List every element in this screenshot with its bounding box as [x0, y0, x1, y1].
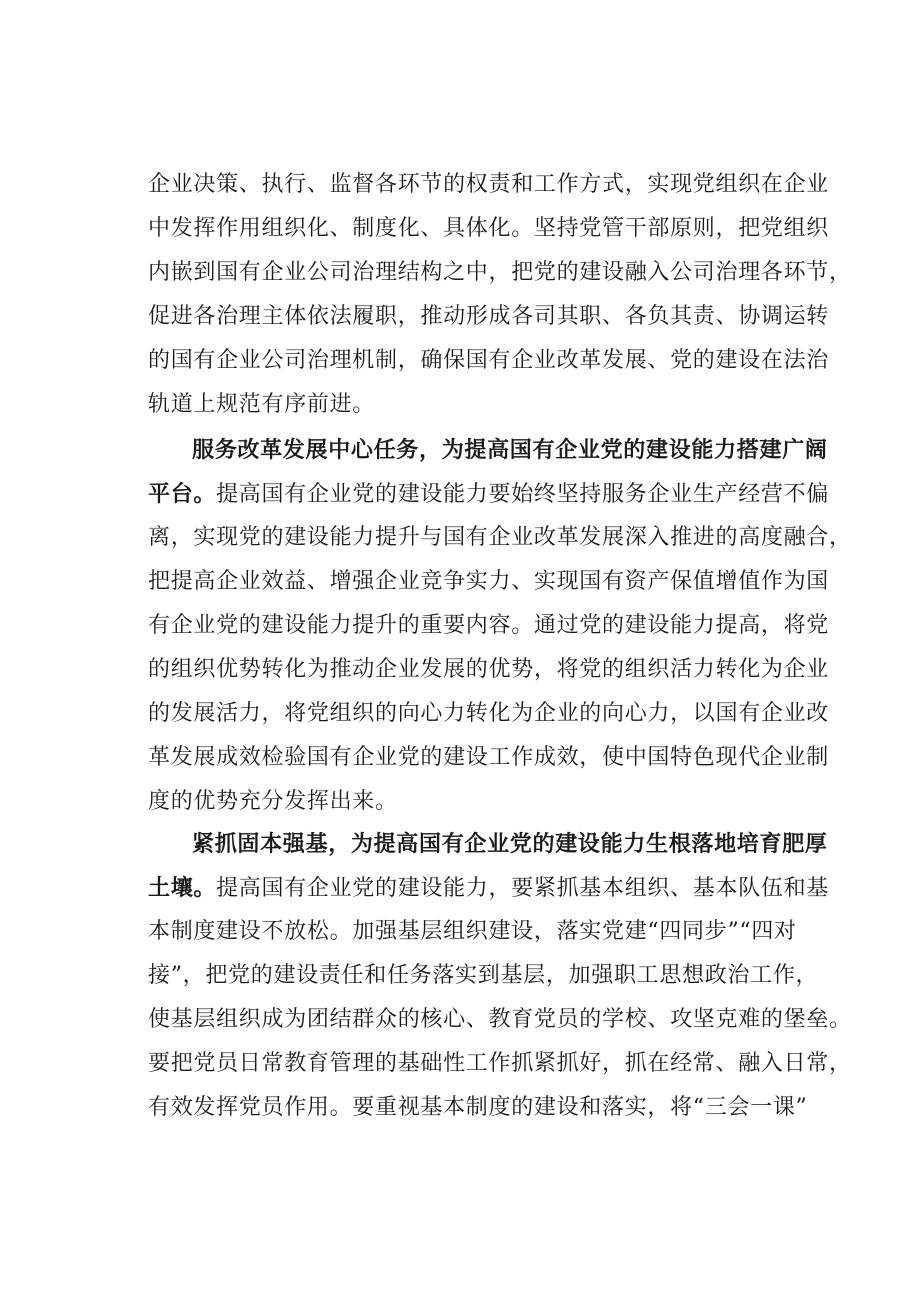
section-heading: 服务改革发展中心任务，为提高国有企业党的建设能力搭建广阔	[192, 437, 828, 463]
text-line: 有效发挥党员作用。要重视基本制度的建设和落实，将“三会一课”	[148, 1095, 808, 1120]
text-line	[148, 866, 830, 910]
text-line: 把提高企业效益、增强企业竞争实力、实现国有资产保值增值作为国	[148, 569, 830, 594]
text-line-rest: 提高国有企业党的建设能力，要紧抓基本组织、基本队伍和基	[216, 876, 830, 901]
paragraph-1	[148, 163, 852, 427]
text-line: 轨道上规范有序前进。	[148, 392, 376, 417]
text-line: 企业决策、执行、监督各环节的权责和工作方式，实现党组织在企业	[148, 172, 830, 197]
text-line: 度的优势充分发挥出来。	[148, 789, 398, 814]
text-line: 促进各治理主体依法履职，推动形成各司其职、各负其责、协调运转	[148, 304, 830, 329]
text-line: 离，实现党的建设能力提升与国有企业改革发展深入推进的高度融合，	[148, 525, 852, 550]
text-line: 内嵌到国有企业公司治理结构之中，把党的建设融入公司治理各环节，	[148, 260, 852, 285]
section-heading-end: 土壤。	[148, 875, 217, 901]
section-heading-end: 平台。	[148, 481, 217, 507]
paragraph-3	[148, 822, 852, 1130]
text-line: 有企业党的建设能力提升的重要内容。通过党的建设能力提高，将党	[148, 613, 830, 638]
text-line: 革发展成效检验国有企业党的建设工作成效，使中国特色现代企业制	[148, 745, 830, 770]
section-heading: 紧抓固本强基，为提高国有企业党的建设能力生根落地培育肥厚	[192, 831, 828, 857]
text-line: 的国有企业公司治理机制，确保国有企业改革发展、党的建设在法治	[148, 348, 830, 373]
text-line: 中发挥作用组织化、制度化、具体化。坚持党管干部原则，把党组织	[148, 216, 830, 241]
text-line: 本制度建设不放松。加强基层组织建设，落实党建“四同步”“四对	[148, 919, 797, 944]
paragraph-2	[148, 428, 852, 824]
text-line	[148, 472, 830, 516]
text-line: 接”，把党的建设责任和任务落实到基层，加强职工思想政治工作，	[148, 963, 819, 988]
text-line: 使基层组织成为团结群众的核心、教育党员的学校、攻坚克难的堡垒。	[148, 1007, 852, 1032]
text-line-rest: 提高国有企业党的建设能力要始终坚持服务企业生产经营不偏	[216, 482, 830, 507]
text-line: 的发展活力，将党组织的向心力转化为企业的向心力，以国有企业改	[148, 701, 830, 726]
text-line: 的组织优势转化为推动企业发展的优势，将党的组织活力转化为企业	[148, 657, 830, 682]
text-line: 要把党员日常教育管理的基础性工作抓紧抓好，抓在经常、融入日常，	[148, 1051, 852, 1076]
